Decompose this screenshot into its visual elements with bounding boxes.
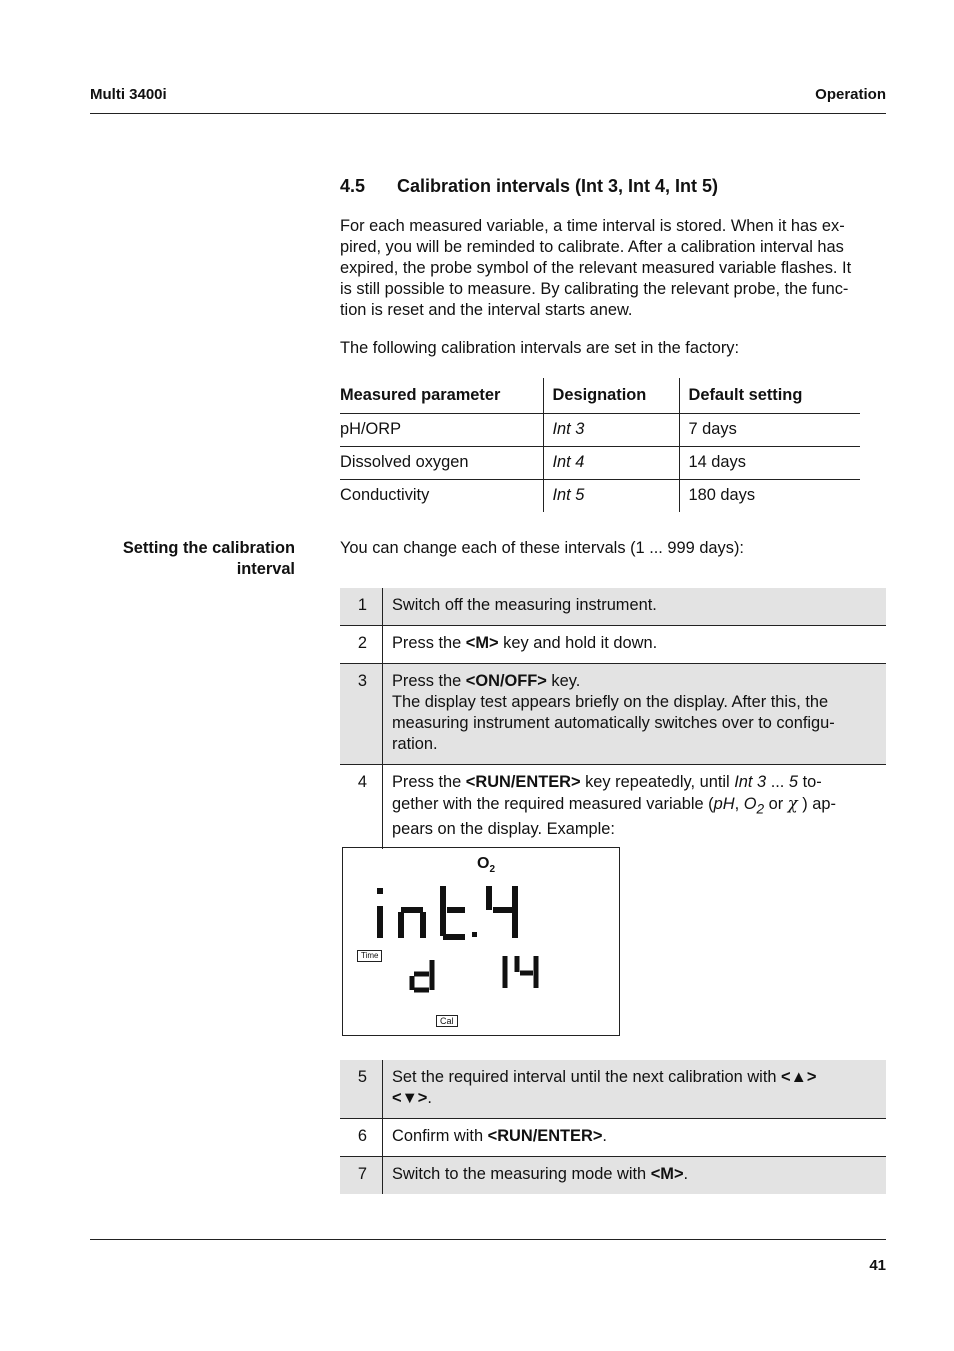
step-text: Switch off the measuring instrument. xyxy=(392,596,657,614)
change-note: You can change each of these intervals (1 ... 999 days): xyxy=(340,539,744,557)
step-number: 4 xyxy=(340,765,383,849)
side-heading-line: interval xyxy=(236,560,295,578)
table-cell: Int 3 xyxy=(543,413,679,446)
side-heading-line: Setting the calibration xyxy=(122,539,295,557)
table-cell: 14 days xyxy=(679,446,860,479)
step-text: Press the <M> key and hold it down. xyxy=(392,634,658,652)
intro-line: is still possible to measure. By calibrating the relevant probe, the func- xyxy=(340,280,849,298)
step-number: 3 xyxy=(340,664,383,764)
table-row xyxy=(340,479,860,512)
footer-rule xyxy=(90,1239,886,1240)
step-row xyxy=(340,625,886,663)
o2-indicator: $O_2$ xyxy=(477,855,496,876)
column-header: Designation xyxy=(543,378,679,413)
section-title-text: Calibration intervals (Int 3, Int 4, Int 5) xyxy=(397,176,719,196)
table-cell: 7 days xyxy=(679,413,860,446)
step-number: 6 xyxy=(340,1119,383,1156)
step-row xyxy=(340,764,886,849)
table-row xyxy=(340,413,860,446)
step-number: 5 xyxy=(340,1060,383,1118)
cal-tag: Cal xyxy=(436,1015,458,1027)
intro-line: For each measured variable, a time interval is stored. When it has ex- xyxy=(340,217,845,235)
step-number: 1 xyxy=(340,588,383,625)
page-number: 41 xyxy=(869,1257,886,1274)
seven-segment-readout xyxy=(343,848,621,1037)
lcd-display-example xyxy=(342,847,620,1036)
step-text: Confirm with <RUN/ENTER>. xyxy=(392,1127,607,1145)
interval-table xyxy=(340,378,860,512)
column-header: Default setting xyxy=(679,378,860,413)
table-cell: 180 days xyxy=(679,479,860,512)
steps-list-a xyxy=(340,588,886,849)
table-header-row xyxy=(340,378,860,413)
header-rule xyxy=(90,113,886,114)
seg-decimal xyxy=(472,932,477,937)
intro-line: tion is reset and the interval starts anew. xyxy=(340,301,633,319)
step-row xyxy=(340,588,886,625)
table-cell: Conductivity xyxy=(340,486,430,505)
column-header: Measured parameter xyxy=(340,378,543,413)
steps-list-b xyxy=(340,1060,886,1194)
intro-line: expired, the probe symbol of the relevant measured variable flashes. It xyxy=(340,259,852,277)
conductivity-symbol-icon: χ xyxy=(787,794,798,813)
step-row xyxy=(340,1156,886,1194)
step-text: Press the <ON/OFF> key. The display test appears briefly on the display. After this, the measuring instrument automatically switches over to configu- ration. xyxy=(392,672,835,753)
table-cell: pH/ORP xyxy=(340,413,543,446)
intro-paragraph xyxy=(340,216,888,321)
table-cell: Dissolved oxygen xyxy=(340,446,543,479)
table-cell: Int 4 xyxy=(543,446,679,479)
table-cell: Int 5 xyxy=(543,479,679,512)
step-row xyxy=(340,663,886,764)
factory-note: The following calibration intervals are set in the factory: xyxy=(340,339,740,357)
time-tag: Time xyxy=(357,950,382,962)
section-title xyxy=(340,176,718,197)
table-row xyxy=(340,446,860,479)
step-text: Set the required interval until the next calibration with <▲> <▼>. xyxy=(392,1068,817,1107)
step-row xyxy=(340,1060,886,1118)
step-row xyxy=(340,1118,886,1156)
header-product: Multi 3400i xyxy=(90,86,167,103)
step-text: Switch to the measuring mode with <M>. xyxy=(392,1165,689,1183)
side-heading xyxy=(90,538,295,580)
step-text: Press the <RUN/ENTER> key repeatedly, until Int 3 ... 5 to- gether with the required measured variable (pH, $O_2$ or χ ) ap- pears on the display. Example: xyxy=(392,773,836,839)
intro-line: pired, you will be reminded to calibrate. After a calibration interval has xyxy=(340,238,844,256)
header-chapter: Operation xyxy=(815,86,886,103)
section-number: 4.5 xyxy=(340,176,366,196)
step-number: 2 xyxy=(340,626,383,663)
step-number: 7 xyxy=(340,1157,383,1194)
